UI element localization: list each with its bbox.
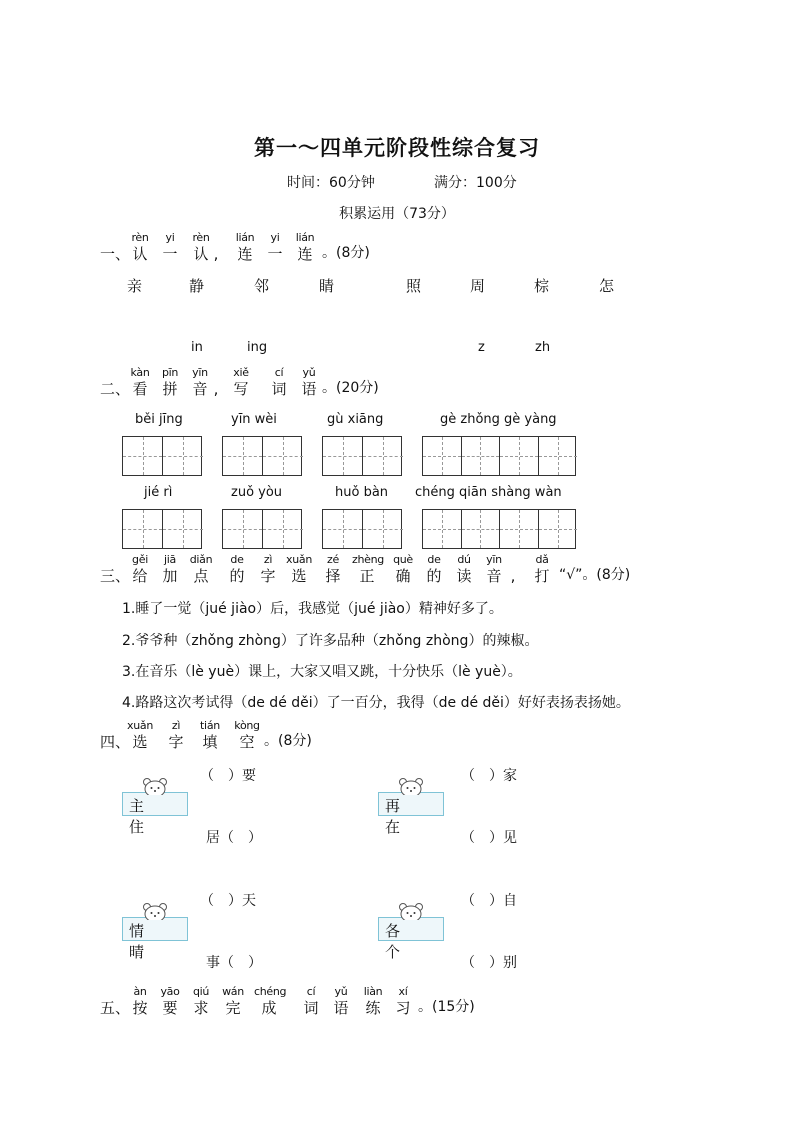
q1-char: 棕 <box>534 277 550 295</box>
q2-heading: 二、 kàn 看 pīn 拼 yīn 音 , xiě 写 cí 词 yǔ 语 。(20分) <box>100 366 379 398</box>
q1-option: z <box>478 340 485 355</box>
full-score: 满分：100分 <box>434 175 517 191</box>
q4-blank[interactable]: （ ）家 <box>461 768 517 784</box>
bear-icon <box>142 777 168 795</box>
q1-option: ing <box>247 340 268 355</box>
word-choice-card: 主住 <box>122 792 188 816</box>
page-title: 第一～四单元阶段性综合复习 <box>254 135 540 160</box>
q3-heading: 三、 gěi 给 jiā 加 diǎn 点 de 的 zì 字 xuǎn 选 zé 择 zhèng 正 què 确 de 的 dú 读 yīn 音 , dǎ 打 “√”。(8分) <box>100 553 631 585</box>
writing-grid[interactable] <box>122 436 202 476</box>
q2-pinyin: gù xiāng <box>327 412 384 427</box>
bear-icon <box>398 777 424 795</box>
writing-grid[interactable] <box>122 509 202 549</box>
q2-number: 二、 <box>100 380 131 398</box>
q4-number: 四、 <box>100 733 131 751</box>
q1-option: in <box>191 340 203 355</box>
q3-number: 三、 <box>100 567 131 585</box>
q4-blank[interactable]: （ ）天 <box>200 893 256 909</box>
writing-grid[interactable] <box>222 436 302 476</box>
bear-icon <box>398 902 424 920</box>
part-title: 积累运用（73分） <box>339 206 455 222</box>
q1-char: 静 <box>189 277 205 295</box>
word-choice-card: 情晴 <box>122 917 188 941</box>
writing-grid[interactable] <box>222 509 302 549</box>
word-choice-card: 各个 <box>378 917 444 941</box>
q1-char: 亲 <box>127 277 143 295</box>
q1-char: 怎 <box>599 277 615 295</box>
writing-grid[interactable] <box>422 436 576 476</box>
q4-heading: 四、 xuǎn 选 zì 字 tián 填 kòng 空 。(8分) <box>100 719 312 751</box>
word-choice-card: 再在 <box>378 792 444 816</box>
q2-pinyin: gè zhǒng gè yàng <box>440 412 557 427</box>
q2-pinyin: zuǒ yòu <box>231 485 283 500</box>
q1-char: 周 <box>470 277 486 295</box>
q2-pinyin: huǒ bàn <box>335 485 389 500</box>
q4-blank[interactable]: 居（ ） <box>206 830 262 846</box>
q1-char: 邻 <box>254 277 270 295</box>
q2-pinyin: yīn wèi <box>231 412 277 427</box>
q2-pinyin: chéng qiān shàng wàn <box>415 485 562 500</box>
q5-number: 五、 <box>100 999 131 1017</box>
writing-grid[interactable] <box>322 509 402 549</box>
q1-option: zh <box>535 340 551 355</box>
q4-blank[interactable]: （ ）自 <box>461 893 517 909</box>
q3-item: 2.爷爷种（zhǒng zhòng）了许多品种（zhǒng zhòng）的辣椒。 <box>122 633 539 649</box>
q1-number: 一、 <box>100 245 131 263</box>
q2-pinyin: jié rì <box>144 485 173 500</box>
q4-blank[interactable]: （ ）别 <box>461 955 517 971</box>
bear-icon <box>142 902 168 920</box>
q2-pinyin: běi jīng <box>135 412 183 427</box>
q3-item: 1.睡了一觉（jué jiào）后，我感觉（jué jiào）精神好多了。 <box>122 601 503 617</box>
q1-heading: 一、 rèn 认 yi 一 rèn 认 , lián 连 yi 一 lián 连 。(8分) <box>100 231 370 263</box>
q1-char: 照 <box>406 277 422 295</box>
writing-grid[interactable] <box>322 436 402 476</box>
q5-heading: 五、 àn 按 yāo 要 qiú 求 wán 完 chéng 成 cí 词 yǔ 语 liàn 练 xí 习 。(15分) <box>100 985 475 1017</box>
q1-char: 睛 <box>319 277 335 295</box>
q4-blank[interactable]: 事（ ） <box>206 955 262 971</box>
writing-grid[interactable] <box>422 509 576 549</box>
q4-blank[interactable]: （ ）要 <box>200 768 256 784</box>
q3-item: 4.路路这次考试得（de dé děi）了一百分，我得（de dé děi）好好表扬表扬她。 <box>122 695 630 711</box>
q4-blank[interactable]: （ ）见 <box>461 830 517 846</box>
q3-item: 3.在音乐（lè yuè）课上，大家又唱又跳，十分快乐（lè yuè）。 <box>122 664 522 680</box>
time-limit: 时间：60分钟 <box>287 175 375 191</box>
